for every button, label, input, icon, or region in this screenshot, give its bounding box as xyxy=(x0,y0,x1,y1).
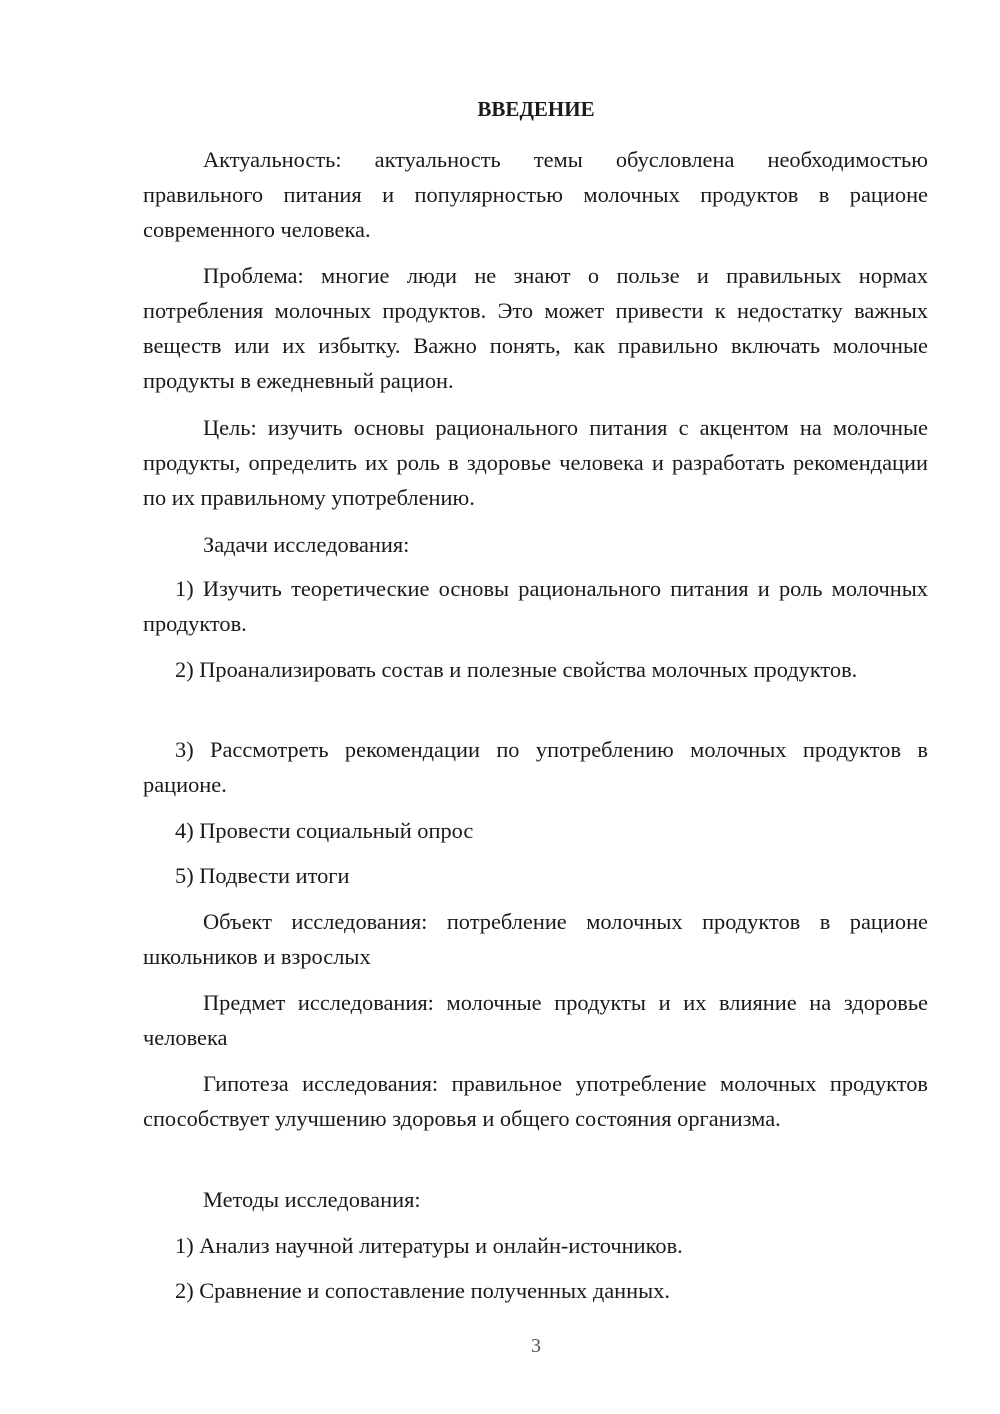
paragraph-goal: Цель: изучить основы рационального питания с акцентом на молочные продукты, определить их роль в здоровье человека и разработать рекомендации по их правильному употреблению. xyxy=(143,415,928,510)
paragraph-object: Объект исследования: потребление молочных продуктов в рационе школьников и взрослых xyxy=(143,909,928,969)
paragraph-problem: Проблема: многие люди не знают о пользе и правильных нормах потребления молочных продуктов. Это может привести к недостатку важных веществ или их избытку. Важно понять, как правильно включать молочные продукты в ежедневный рацион. xyxy=(143,263,928,393)
task-item-3: 3) Рассмотреть рекомендации по употреблению молочных продуктов в рационе. xyxy=(143,737,928,797)
paragraph-relevance: Актуальность: актуальность темы обусловлена необходимостью правильного питания и популярностью молочных продуктов в рационе современного человека. xyxy=(143,147,928,242)
tasks-heading: Задачи исследования: xyxy=(203,532,410,557)
paragraph-hypothesis: Гипотеза исследования: правильное употребление молочных продуктов способствует улучшению здоровья и общего состояния организма. xyxy=(143,1071,928,1131)
task-item-5: 5) Подвести итоги xyxy=(175,863,350,888)
methods-heading: Методы исследования: xyxy=(203,1187,421,1212)
method-item-2: 2) Сравнение и сопоставление полученных данных. xyxy=(175,1278,670,1303)
task-item-1: 1) Изучить теоретические основы рационального питания и роль молочных продуктов. xyxy=(143,576,928,636)
page-number: 3 xyxy=(531,1335,541,1357)
method-item-1: 1) Анализ научной литературы и онлайн-источников. xyxy=(175,1233,683,1258)
paragraph-subject: Предмет исследования: молочные продукты и их влияние на здоровье человека xyxy=(143,990,928,1050)
page-title: ВВЕДЕНИЕ xyxy=(477,97,595,121)
task-item-2: 2) Проанализировать состав и полезные свойства молочных продуктов. xyxy=(175,657,858,682)
task-item-4: 4) Провести социальный опрос xyxy=(175,818,474,843)
